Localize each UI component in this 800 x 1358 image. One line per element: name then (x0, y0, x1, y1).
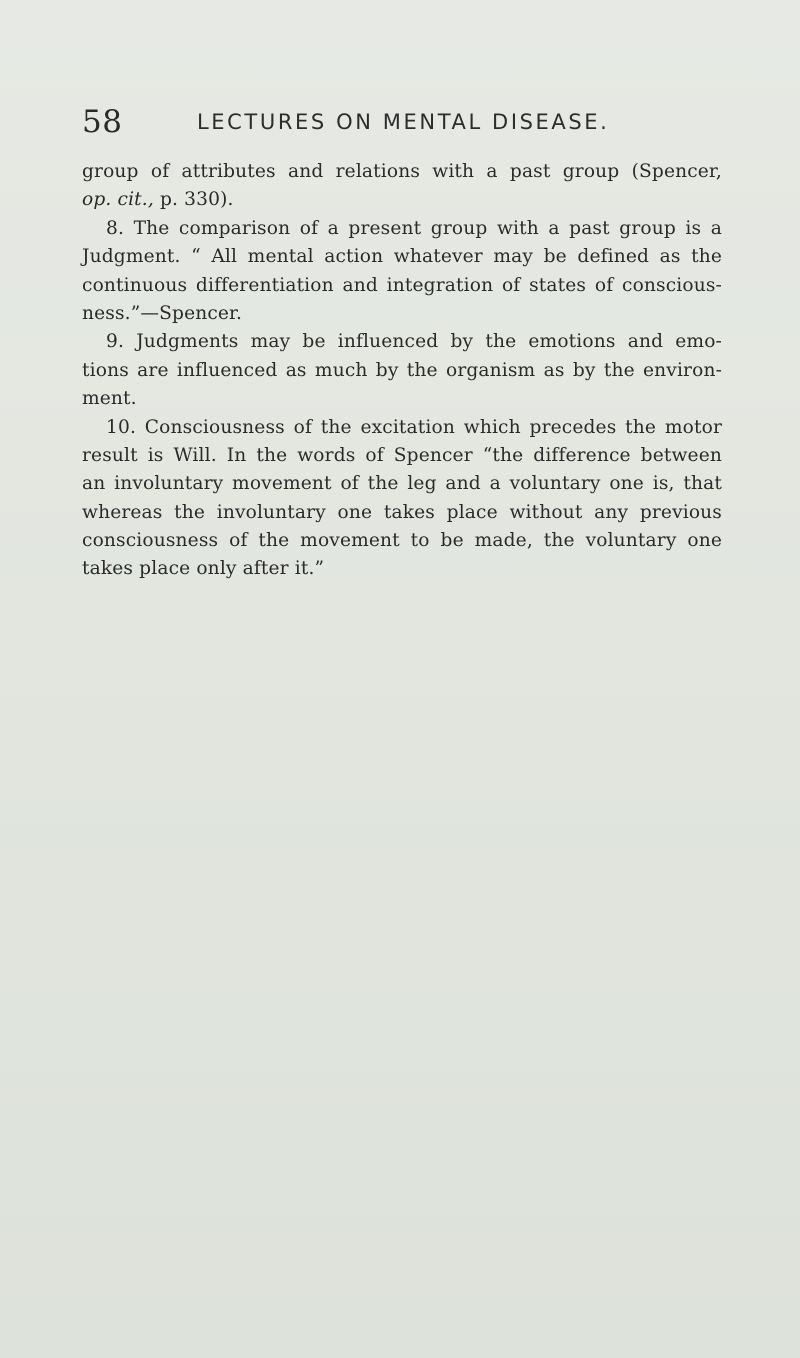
text-line: group of attributes and relations with a past group (Spencer, (82, 161, 722, 182)
page-number: 58 (82, 104, 123, 140)
paragraph-9-line: 9. Judgments may be influenced by the emotions and emo- (106, 331, 722, 353)
paragraph-8-line: 8. The comparison of a present group with a past group is a (106, 217, 722, 239)
text-line: takes place only after it.” (82, 558, 325, 580)
text-line: op. cit., p. 330). (82, 189, 234, 211)
text-line: Judgment. “ All mental action whatever may be defined as the (82, 246, 722, 268)
text-line: ment. (82, 388, 137, 410)
text-line: an involuntary movement of the leg and a voluntary one is, that (82, 473, 722, 495)
text-line: ness.”—Spencer. (82, 302, 243, 324)
body-text (82, 158, 722, 584)
text-line: tions are influenced as much by the organism as by the environ- (82, 359, 722, 381)
paragraph-10-line: 10. Consciousness of the excitation which precedes the motor (106, 416, 722, 438)
running-title: LECTURES ON MENTAL DISEASE. (197, 110, 610, 134)
text-line: continuous differentiation and integration of states of conscious- (82, 274, 722, 296)
text-line: result is Will. In the words of Spencer “the difference between (82, 444, 722, 466)
page-header (82, 104, 722, 144)
citation-italic: op. cit., (82, 189, 154, 211)
text-line: consciousness of the movement to be made, the voluntary one (82, 530, 722, 552)
text-line: whereas the involuntary one takes place without any previous (82, 501, 722, 523)
